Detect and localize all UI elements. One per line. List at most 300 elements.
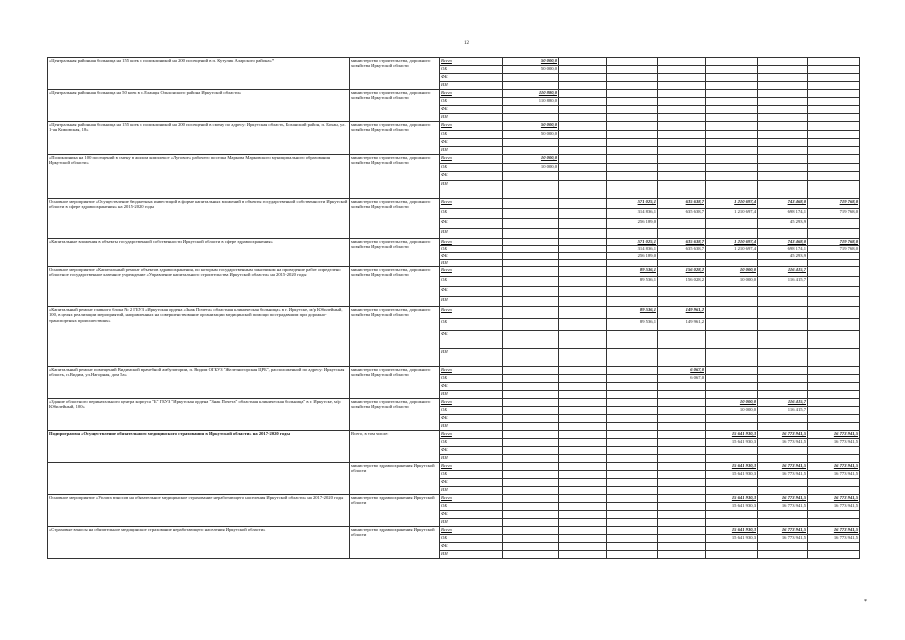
funding-source: Всего	[440, 199, 503, 209]
funding-source: ИИ	[440, 147, 503, 155]
funding-source: Всего	[440, 267, 503, 277]
amount-cell	[706, 90, 758, 98]
amount-cell	[658, 172, 706, 181]
amount-cell	[758, 447, 808, 455]
amount-cell	[808, 253, 860, 260]
amount-cell	[559, 479, 607, 487]
amount-cell: 50 000,0	[503, 122, 559, 131]
amount-cell	[658, 58, 706, 66]
amount-cell: 698 174,1	[758, 246, 808, 253]
amount-cell	[706, 543, 758, 551]
amount-cell	[658, 122, 706, 131]
funding-source: ИИ	[440, 229, 503, 239]
measure-name: «Здание областного перинатального центра корпуса "Б" ГБУЗ "Иркутская ордена "Знак Почета" областная клиническая больница" в г. Иркутске, м/р Юбилейный, 100»	[48, 399, 350, 431]
measure-name: «Центральная районная больница на 155 коек с поликлиникой на 200 посещений в п. Кутулик Аларского района»*	[48, 58, 350, 90]
amount-cell	[808, 164, 860, 172]
amount-cell	[559, 519, 607, 527]
amount-cell	[559, 415, 607, 423]
amount-cell	[758, 543, 808, 551]
amount-cell	[503, 423, 559, 431]
amount-cell	[808, 391, 860, 399]
amount-cell: 16 773 941,5	[808, 527, 860, 535]
table-row	[48, 90, 860, 98]
amount-cell	[503, 415, 559, 423]
amount-cell	[559, 543, 607, 551]
amount-cell	[559, 82, 607, 90]
amount-cell	[503, 383, 559, 391]
amount-cell	[607, 349, 658, 367]
amount-cell	[607, 407, 658, 415]
amount-cell	[503, 172, 559, 181]
amount-cell	[706, 287, 758, 297]
amount-cell	[607, 503, 658, 511]
executor-cell: министерство здравоохранения Иркутской области	[350, 463, 440, 495]
amount-cell	[808, 455, 860, 463]
table-row	[48, 463, 860, 471]
amount-cell	[607, 487, 658, 495]
table-row	[48, 527, 860, 535]
measure-name: «Капитальные вложения в объекты государственной собственности Иркутской области в сфере здравоохранения»	[48, 239, 350, 267]
amount-cell	[607, 447, 658, 455]
amount-cell	[559, 431, 607, 439]
amount-cell	[559, 423, 607, 431]
amount-cell	[808, 511, 860, 519]
amount-cell	[503, 267, 559, 277]
amount-cell	[559, 114, 607, 122]
amount-cell	[758, 147, 808, 155]
amount-cell: 635 638,7	[658, 246, 706, 253]
amount-cell	[808, 487, 860, 495]
amount-cell: 635 638,7	[658, 199, 706, 209]
funding-source: ФБ	[440, 331, 503, 349]
funding-source: ИИ	[440, 181, 503, 199]
funding-source: ФБ	[440, 479, 503, 487]
amount-cell: 10 000,0	[503, 155, 559, 164]
amount-cell	[559, 495, 607, 503]
amount-cell	[559, 447, 607, 455]
funding-source: ОБ	[440, 164, 503, 172]
executor-cell: министерство строительства, дорожного хозяйства Иркутской области	[350, 267, 440, 307]
funding-source: ФБ	[440, 172, 503, 181]
amount-cell	[808, 383, 860, 391]
page-number: 12	[464, 41, 469, 46]
table-row	[48, 239, 860, 246]
amount-cell	[559, 246, 607, 253]
amount-cell	[758, 229, 808, 239]
amount-cell	[808, 181, 860, 199]
amount-cell	[607, 495, 658, 503]
measure-name: «Страховые взносы на обязательное медицинское страхование неработающего населения Иркутской области»	[48, 527, 350, 559]
amount-cell	[758, 181, 808, 199]
amount-cell	[658, 164, 706, 172]
measure-name: «Центральная районная больница на 155 коек с поликлиникой на 200 посещений в смену по адресу: Иркутская область, Боханский район, п. Бохан, ул. 1-ая Кимовская, 18»	[48, 122, 350, 155]
amount-cell	[607, 519, 658, 527]
amount-cell	[758, 455, 808, 463]
amount-cell	[808, 122, 860, 131]
amount-cell	[503, 399, 559, 407]
amount-cell: 6 067,0	[658, 367, 706, 375]
funding-source: ОБ	[440, 246, 503, 253]
amount-cell	[607, 147, 658, 155]
amount-cell	[758, 172, 808, 181]
amount-cell	[808, 479, 860, 487]
executor-cell: министерство строительства, дорожного хозяйства Иркутской области	[350, 199, 440, 239]
amount-cell	[706, 66, 758, 74]
measure-name: «Поликлиника на 100 посещений в смену в жилом комплексе «Луговое» рабочего поселка Маркова Марковского муниципального образования Иркутской области»	[48, 155, 350, 199]
amount-cell	[559, 349, 607, 367]
amount-cell	[706, 455, 758, 463]
amount-cell	[503, 535, 559, 543]
funding-source: ИИ	[440, 423, 503, 431]
amount-cell: 16 773 941,5	[808, 535, 860, 543]
amount-cell	[559, 297, 607, 307]
amount-cell	[758, 349, 808, 367]
amount-cell	[706, 415, 758, 423]
amount-cell	[706, 82, 758, 90]
funding-source: ОБ	[440, 277, 503, 287]
amount-cell	[503, 375, 559, 383]
amount-cell	[658, 90, 706, 98]
amount-cell: 571 025,1	[607, 239, 658, 246]
executor-cell: министерство строительства, дорожного хозяйства Иркутской области	[350, 307, 440, 367]
measure-name: Подпрограмма «Осуществление обязательного медицинского страхования в Иркутской области» на 2017-2020 годы	[48, 431, 350, 463]
amount-cell	[808, 267, 860, 277]
amount-cell	[503, 219, 559, 229]
amount-cell	[758, 487, 808, 495]
amount-cell	[503, 229, 559, 239]
amount-cell	[503, 431, 559, 439]
amount-cell: 1 210 697,4	[706, 199, 758, 209]
amount-cell	[559, 58, 607, 66]
amount-cell	[658, 471, 706, 479]
amount-cell: 110 880,0	[503, 90, 559, 98]
amount-cell	[758, 319, 808, 331]
amount-cell	[658, 527, 706, 535]
amount-cell	[808, 82, 860, 90]
measure-name	[48, 463, 350, 495]
amount-cell	[706, 131, 758, 139]
funding-source: Всего	[440, 463, 503, 471]
amount-cell: 15 641 930,3	[706, 439, 758, 447]
funding-source: ОБ	[440, 375, 503, 383]
amount-cell	[808, 543, 860, 551]
amount-cell	[607, 90, 658, 98]
amount-cell	[503, 147, 559, 155]
amount-cell	[559, 331, 607, 349]
amount-cell: 89 536,1	[607, 267, 658, 277]
amount-cell: 16 773 941,5	[758, 471, 808, 479]
amount-cell	[808, 74, 860, 82]
amount-cell	[607, 74, 658, 82]
amount-cell	[559, 383, 607, 391]
amount-cell: 50 000,0	[503, 131, 559, 139]
amount-cell	[808, 399, 860, 407]
amount-cell	[758, 106, 808, 114]
amount-cell: 571 025,1	[607, 199, 658, 209]
executor-cell: министерство строительства, дорожного хозяйства Иркутской области	[350, 367, 440, 399]
amount-cell	[658, 106, 706, 114]
amount-cell	[503, 307, 559, 319]
amount-cell	[808, 297, 860, 307]
corner-mark: *	[864, 599, 867, 605]
amount-cell	[808, 519, 860, 527]
amount-cell: 16 773 941,5	[808, 431, 860, 439]
amount-cell: 635 638,7	[658, 239, 706, 246]
amount-cell	[658, 535, 706, 543]
amount-cell	[658, 391, 706, 399]
amount-cell	[559, 199, 607, 209]
amount-cell	[559, 439, 607, 447]
amount-cell	[758, 114, 808, 122]
amount-cell: 743 468,0	[758, 199, 808, 209]
amount-cell	[808, 551, 860, 559]
amount-cell	[607, 164, 658, 172]
amount-cell	[503, 82, 559, 90]
funding-source: ОБ	[440, 471, 503, 479]
measure-name: Основное мероприятие «Уплата взносов на обязательное медицинское страхование неработающего населения Иркутской области» на 2017-2020 годы	[48, 495, 350, 527]
amount-cell	[658, 98, 706, 106]
amount-cell	[808, 147, 860, 155]
amount-cell	[559, 375, 607, 383]
amount-cell: 149 961,2	[658, 319, 706, 331]
amount-cell: 156 028,2	[658, 277, 706, 287]
amount-cell	[607, 431, 658, 439]
table-row	[48, 267, 860, 277]
amount-cell	[706, 479, 758, 487]
executor-cell: министерство строительства, дорожного хозяйства Иркутской области	[350, 155, 440, 199]
amount-cell: 15 641 930,3	[706, 503, 758, 511]
amount-cell: 110 880,0	[503, 98, 559, 106]
amount-cell	[758, 131, 808, 139]
amount-cell	[503, 349, 559, 367]
amount-cell	[559, 98, 607, 106]
amount-cell	[808, 447, 860, 455]
measure-name: «Капитальный ремонт главного блока № 2 ГБУЗ «Иркутская ордена «Знак Почета» областная клиническая больница» в г. Иркутске, м/р Юбилейный, 100, в целях реализации мероприятий, направленных на совершенствование организации медицинской помощи пострадавшим при дорожно-транспортных происшествиях»	[48, 307, 350, 367]
amount-cell: 15 641 930,3	[706, 527, 758, 535]
amount-cell	[607, 287, 658, 297]
amount-cell	[706, 375, 758, 383]
amount-cell	[808, 106, 860, 114]
amount-cell	[607, 535, 658, 543]
amount-cell	[607, 131, 658, 139]
amount-cell	[559, 391, 607, 399]
amount-cell	[503, 319, 559, 331]
funding-source: Всего	[440, 90, 503, 98]
amount-cell	[607, 139, 658, 147]
amount-cell	[808, 229, 860, 239]
amount-cell	[758, 287, 808, 297]
amount-cell	[559, 229, 607, 239]
amount-cell	[808, 331, 860, 349]
funding-source: ОБ	[440, 407, 503, 415]
amount-cell: 10 000,0	[706, 399, 758, 407]
amount-cell	[706, 487, 758, 495]
amount-cell	[758, 155, 808, 164]
amount-cell	[503, 543, 559, 551]
amount-cell	[758, 391, 808, 399]
amount-cell: 16 773 941,5	[808, 463, 860, 471]
amount-cell	[758, 367, 808, 375]
amount-cell	[559, 319, 607, 331]
amount-cell	[658, 74, 706, 82]
table-row	[48, 307, 860, 319]
measure-name: Основное мероприятие «Капитальный ремонт объектов здравоохранения, по которым государственным заказчиком на проведение работ определено областное государственное казенное учреждение «Управление капитального строительства Иркутской области» на 2015-2020 годы	[48, 267, 350, 307]
amount-cell	[503, 277, 559, 287]
amount-cell: 50 000,0	[503, 58, 559, 66]
amount-cell	[658, 331, 706, 349]
amount-cell	[706, 551, 758, 559]
amount-cell	[559, 535, 607, 543]
amount-cell	[658, 543, 706, 551]
amount-cell	[658, 495, 706, 503]
amount-cell	[808, 66, 860, 74]
amount-cell	[706, 253, 758, 260]
amount-cell	[607, 471, 658, 479]
amount-cell: 16 773 941,5	[758, 495, 808, 503]
amount-cell	[607, 114, 658, 122]
amount-cell	[706, 172, 758, 181]
amount-cell	[758, 260, 808, 267]
amount-cell	[658, 147, 706, 155]
amount-cell	[808, 139, 860, 147]
amount-cell	[658, 253, 706, 260]
amount-cell	[808, 423, 860, 431]
amount-cell	[503, 495, 559, 503]
amount-cell: 16 773 941,5	[758, 527, 808, 535]
amount-cell	[658, 447, 706, 455]
amount-cell	[758, 383, 808, 391]
amount-cell	[658, 114, 706, 122]
amount-cell	[503, 463, 559, 471]
amount-cell	[607, 383, 658, 391]
amount-cell	[706, 106, 758, 114]
amount-cell: 10 000,0	[503, 164, 559, 172]
amount-cell	[758, 66, 808, 74]
amount-cell	[559, 219, 607, 229]
amount-cell	[559, 155, 607, 164]
amount-cell	[808, 367, 860, 375]
amount-cell	[706, 349, 758, 367]
amount-cell: 16 773 941,5	[808, 471, 860, 479]
amount-cell: 89 536,1	[607, 319, 658, 331]
amount-cell	[559, 287, 607, 297]
amount-cell: 10 000,0	[706, 277, 758, 287]
amount-cell	[503, 114, 559, 122]
amount-cell	[658, 82, 706, 90]
funding-source: ФБ	[440, 543, 503, 551]
amount-cell	[658, 399, 706, 407]
amount-cell	[559, 307, 607, 319]
funding-source: Всего	[440, 155, 503, 164]
executor-cell: министерство строительства, дорожного хозяйства Иркутской области	[350, 90, 440, 122]
amount-cell: 15 641 930,3	[706, 431, 758, 439]
amount-cell	[758, 479, 808, 487]
amount-cell	[503, 503, 559, 511]
amount-cell	[758, 90, 808, 98]
amount-cell	[758, 122, 808, 131]
executor-cell: министерство строительства, дорожного хозяйства Иркутской области	[350, 239, 440, 267]
table-row	[48, 199, 860, 209]
amount-cell	[503, 181, 559, 199]
amount-cell	[758, 297, 808, 307]
amount-cell	[758, 82, 808, 90]
funding-source: ИИ	[440, 114, 503, 122]
amount-cell	[607, 367, 658, 375]
funding-source: ФБ	[440, 447, 503, 455]
amount-cell	[607, 415, 658, 423]
amount-cell	[758, 415, 808, 423]
amount-cell: 1 210 697,4	[706, 239, 758, 246]
amount-cell	[808, 260, 860, 267]
amount-cell	[658, 297, 706, 307]
amount-cell	[706, 155, 758, 164]
amount-cell	[607, 155, 658, 164]
amount-cell	[706, 229, 758, 239]
amount-cell	[808, 287, 860, 297]
amount-cell	[658, 415, 706, 423]
funding-source: ФБ	[440, 511, 503, 519]
amount-cell: 50 000,0	[503, 66, 559, 74]
amount-cell: 45 293,9	[758, 219, 808, 229]
amount-cell	[658, 287, 706, 297]
table-row	[48, 367, 860, 375]
amount-cell	[503, 511, 559, 519]
amount-cell	[607, 229, 658, 239]
amount-cell	[658, 511, 706, 519]
amount-cell	[658, 131, 706, 139]
amount-cell	[758, 511, 808, 519]
amount-cell	[706, 447, 758, 455]
funding-source: ФБ	[440, 253, 503, 260]
amount-cell	[503, 331, 559, 349]
amount-cell	[503, 106, 559, 114]
amount-cell	[706, 383, 758, 391]
funding-source: ОБ	[440, 503, 503, 511]
amount-cell	[559, 277, 607, 287]
amount-cell: 15 641 930,3	[706, 495, 758, 503]
amount-cell	[503, 487, 559, 495]
amount-cell	[559, 503, 607, 511]
funding-source: Всего	[440, 239, 503, 246]
amount-cell	[808, 307, 860, 319]
amount-cell	[658, 407, 706, 415]
amount-cell: 719 768,0	[808, 209, 860, 219]
amount-cell	[559, 463, 607, 471]
amount-cell	[658, 181, 706, 199]
amount-cell: 89 536,1	[607, 307, 658, 319]
amount-cell	[706, 147, 758, 155]
amount-cell: 256 189,0	[607, 219, 658, 229]
amount-cell	[658, 229, 706, 239]
measure-name: Основное мероприятие «Осуществление бюджетных инвестиций в форме капитальных вложений в объекты государственной собственности Иркутской области в сфере здравоохранения» на 2015-2020 годы	[48, 199, 350, 239]
amount-cell	[758, 331, 808, 349]
amount-cell	[808, 349, 860, 367]
amount-cell: 156 028,2	[658, 267, 706, 277]
executor-cell: министерство здравоохранения Иркутской области	[350, 495, 440, 527]
amount-cell	[503, 253, 559, 260]
amount-cell	[503, 471, 559, 479]
funding-source: ОБ	[440, 209, 503, 219]
amount-cell	[706, 519, 758, 527]
table-row	[48, 431, 860, 439]
amount-cell	[607, 66, 658, 74]
funding-source: Всего	[440, 307, 503, 319]
funding-source: ФБ	[440, 219, 503, 229]
funding-source: ФБ	[440, 74, 503, 82]
funding-source: ФБ	[440, 383, 503, 391]
amount-cell: 1 210 697,4	[706, 246, 758, 253]
amount-cell	[559, 399, 607, 407]
